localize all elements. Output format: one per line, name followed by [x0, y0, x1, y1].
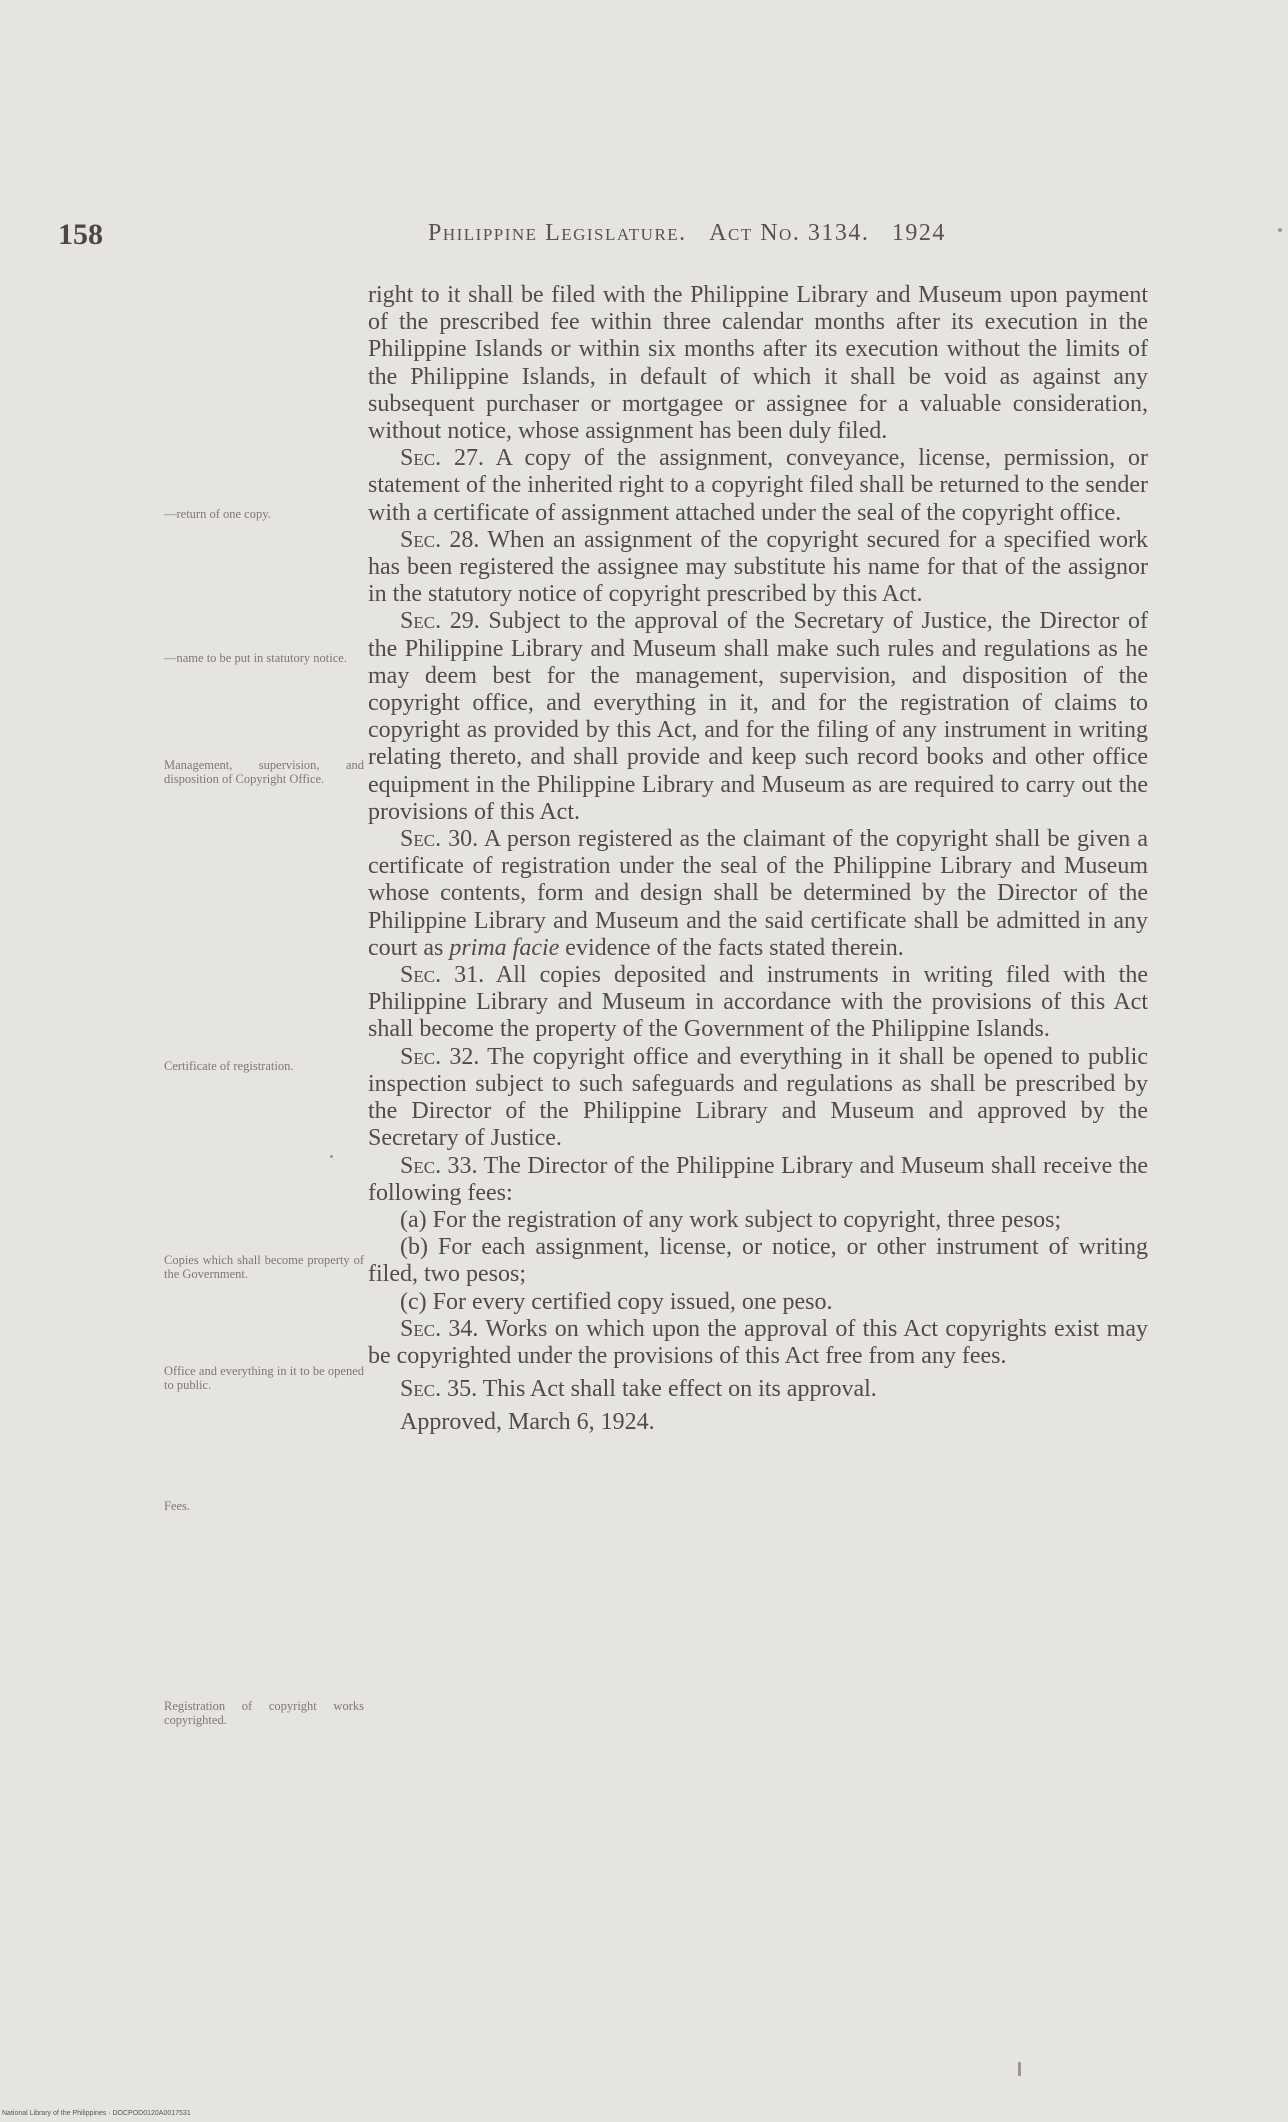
margin-note: Management, supervision, and disposition of Copyright Office. [164, 758, 364, 786]
paragraph-sec-35: Sec. 35. This Act shall take effect on its approval. [400, 1376, 877, 1403]
paragraph-sec-27: Sec. 27. A copy of the assignment, conveyance, license, permission, or statement of the inherited right to a copyright filed shall be returned to the sender with a certificate of assignment attached under the seal of the copyright office. [368, 445, 1148, 526]
paragraph-sec-33: Sec. 33. The Director of the Philippine Library and Museum shall receive the following fees: [368, 1152, 1149, 1206]
margin-note: Registration of copyright works copyrighted. [164, 1699, 364, 1727]
running-head-title: Philippine Legislature. [428, 220, 687, 246]
paragraph-sec-31: Sec. 31. All copies deposited and instruments in writing filed with the Philippine Library and Museum in accordance with the provisions of this Act shall become the property of the Government of the Philippine Islands. [368, 962, 1149, 1043]
paragraph-fee-c: (c) For every certified copy issued, one peso. [400, 1288, 833, 1315]
margin-note: —return of one copy. [164, 507, 271, 521]
approved-line: Approved, March 6, 1924. [400, 1409, 655, 1436]
paragraph-fee-b: (b) For each assignment, license, or notice, or other instrument of writing filed, two pesos; [368, 1234, 1148, 1288]
scan-speck [1278, 228, 1282, 232]
margin-note: Fees. [164, 1499, 191, 1513]
paragraph-sec-30: Sec. 30. A person registered as the claimant of the copyright shall be given a certificate of registration under the seal of the Philippine Library and Museum whose contents, form and design shall be determined by the Director of the Philippine Library and Museum and the said certificate shall be admitted in any court as prima facie evidence of the facts stated therein. [368, 826, 1148, 961]
paragraph-sec-34: Sec. 34. Works on which upon the approval of this Act copyrights exist may be copyrighted under the provisions of this Act free from any fees. [368, 1315, 1149, 1369]
scan-speck [1018, 2062, 1021, 2076]
running-head-year: 1924 [891, 220, 946, 246]
footer-credit: National Library of the Philippines · DOCPOD0120A0017531 [2, 2110, 191, 2117]
paragraph-fee-a: (a) For the registration of any work subject to copyright, three pesos; [400, 1206, 1062, 1233]
margin-note: Copies which shall become property of the Government. [164, 1253, 364, 1281]
paragraph-sec-29: Sec. 29. Subject to the approval of the Secretary of Justice, the Director of the Philippine Library and Museum shall make such rules and regulations as he may deem best for the management, supervision, and disposition of the copyright office, and everything in it, and for the registration of claims to copyright as provided by this Act, and for the filing of any instrument in writing relating thereto, and shall provide and keep such record books and other office equipment in the Philippine Library and Museum as are required to carry out the provisions of this Act. [368, 608, 1148, 825]
page-number: 158 [58, 218, 103, 251]
running-head [428, 220, 946, 247]
paragraph: right to it shall be filed with the Philippine Library and Museum upon payment of the prescribed fee within three calendar months after its execution in the Philippine Islands or within six months after its execution without the limits of the Philippine Islands, in default of which it shall be void as against any subsequent purchaser or mortgagee or assignee for a valuable consideration, without notice, whose assignment has been duly filed. [368, 282, 1148, 445]
margin-note: Certificate of registration. [164, 1059, 294, 1073]
paragraph-sec-28: Sec. 28. When an assignment of the copyright secured for a specified work has been registered the assignee may substitute his name for that of the assignor in the statutory notice of copyright prescribed by this Act. [368, 526, 1148, 608]
paragraph-sec-32: Sec. 32. The copyright office and everything in it shall be opened to public inspection subject to such safeguards and regulations as shall be prescribed by the Director of the Philippine Library and Museum and approved by the Secretary of Justice. [368, 1043, 1148, 1152]
margin-note: Office and everything in it to be opened to public. [164, 1364, 364, 1392]
running-head-act: Act No. 3134. [709, 220, 870, 246]
scan-speck [330, 1155, 333, 1158]
body-text [368, 282, 1148, 1437]
margin-note: —name to be put in statutory notice. [164, 651, 347, 665]
